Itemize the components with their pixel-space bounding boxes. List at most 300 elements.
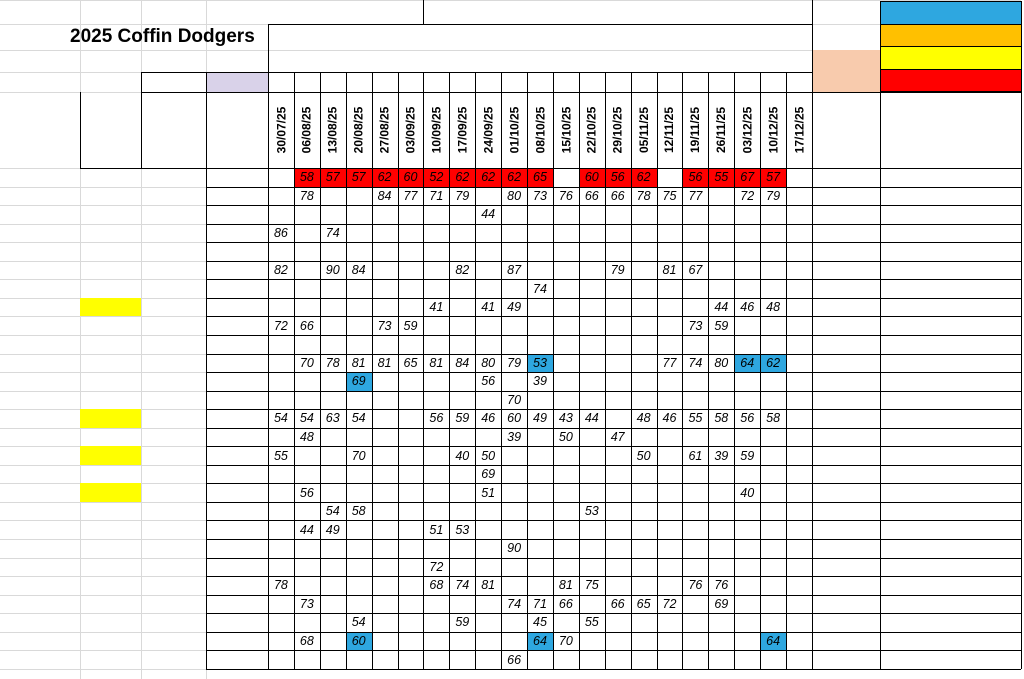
score-cell[interactable] xyxy=(320,391,346,410)
score-cell[interactable]: 39 xyxy=(714,448,729,463)
score-cell[interactable]: 40 xyxy=(740,485,755,500)
score-cell[interactable] xyxy=(346,576,372,595)
score-cell[interactable]: 76 xyxy=(688,578,703,593)
score-cell[interactable] xyxy=(527,205,553,224)
score-cell[interactable] xyxy=(708,372,734,391)
score-cell[interactable] xyxy=(553,613,579,632)
score-cell[interactable] xyxy=(708,205,734,224)
score-cell[interactable]: 50 xyxy=(558,429,573,444)
score-cell[interactable] xyxy=(475,187,501,206)
score-cell[interactable]: 53 xyxy=(584,504,599,519)
score-cell[interactable] xyxy=(760,520,786,539)
score-cell[interactable] xyxy=(708,483,734,502)
score-cell[interactable] xyxy=(320,205,346,224)
score-cell[interactable] xyxy=(346,391,372,410)
score-cell[interactable] xyxy=(734,279,760,298)
score-cell[interactable] xyxy=(449,316,475,335)
score-cell[interactable] xyxy=(631,558,657,577)
score-cell[interactable] xyxy=(682,502,708,521)
score-cell[interactable]: 65 xyxy=(527,168,553,187)
score-cell[interactable] xyxy=(423,446,449,465)
score-cell[interactable]: 74 xyxy=(325,225,340,240)
score-cell[interactable]: 66 xyxy=(584,188,599,203)
score-cell[interactable]: 81 xyxy=(558,578,573,593)
score-cell[interactable] xyxy=(760,261,786,280)
score-cell[interactable]: 57 xyxy=(320,168,346,187)
score-cell[interactable] xyxy=(760,242,786,261)
score-cell[interactable]: 44 xyxy=(714,300,729,315)
score-cell[interactable] xyxy=(423,242,449,261)
score-cell[interactable] xyxy=(527,483,553,502)
score-cell[interactable] xyxy=(657,279,683,298)
score-cell[interactable] xyxy=(631,224,657,243)
score-cell[interactable] xyxy=(372,428,398,447)
score-cell[interactable] xyxy=(760,558,786,577)
score-cell[interactable] xyxy=(682,298,708,317)
score-cell[interactable] xyxy=(682,224,708,243)
score-cell[interactable] xyxy=(320,483,346,502)
score-cell[interactable] xyxy=(372,558,398,577)
score-cell[interactable] xyxy=(449,558,475,577)
score-cell[interactable]: 64 xyxy=(527,632,553,651)
score-cell[interactable] xyxy=(372,409,398,428)
score-cell[interactable] xyxy=(294,576,320,595)
score-cell[interactable] xyxy=(372,224,398,243)
score-cell[interactable] xyxy=(786,650,812,669)
score-cell[interactable] xyxy=(320,187,346,206)
score-cell[interactable] xyxy=(449,502,475,521)
score-cell[interactable] xyxy=(579,391,605,410)
score-cell[interactable]: 84 xyxy=(377,188,392,203)
score-cell[interactable] xyxy=(786,483,812,502)
score-cell[interactable]: 67 xyxy=(734,168,760,187)
score-cell[interactable] xyxy=(268,242,294,261)
score-cell[interactable] xyxy=(320,595,346,614)
score-cell[interactable]: 78 xyxy=(325,355,340,370)
score-cell[interactable]: 76 xyxy=(558,188,573,203)
score-cell[interactable] xyxy=(320,613,346,632)
score-cell[interactable]: 69 xyxy=(346,372,372,391)
score-cell[interactable] xyxy=(786,595,812,614)
score-cell[interactable] xyxy=(268,539,294,558)
score-cell[interactable] xyxy=(423,483,449,502)
score-cell[interactable] xyxy=(501,279,527,298)
score-cell[interactable] xyxy=(398,428,424,447)
score-cell[interactable]: 43 xyxy=(558,411,573,426)
score-cell[interactable] xyxy=(527,391,553,410)
score-cell[interactable]: 59 xyxy=(740,448,755,463)
score-cell[interactable]: 61 xyxy=(688,448,703,463)
score-cell[interactable] xyxy=(320,576,346,595)
score-cell[interactable] xyxy=(423,316,449,335)
score-cell[interactable] xyxy=(553,520,579,539)
score-cell[interactable] xyxy=(294,205,320,224)
score-cell[interactable] xyxy=(346,520,372,539)
score-cell[interactable] xyxy=(786,539,812,558)
score-cell[interactable] xyxy=(605,520,631,539)
score-cell[interactable] xyxy=(786,242,812,261)
score-cell[interactable] xyxy=(657,558,683,577)
score-cell[interactable]: 74 xyxy=(533,281,547,296)
score-cell[interactable] xyxy=(449,242,475,261)
score-cell[interactable]: 77 xyxy=(662,355,677,370)
score-cell[interactable] xyxy=(268,465,294,484)
score-cell[interactable] xyxy=(786,187,812,206)
score-cell[interactable]: 45 xyxy=(533,615,547,630)
score-cell[interactable] xyxy=(631,613,657,632)
score-cell[interactable] xyxy=(320,335,346,354)
score-cell[interactable] xyxy=(501,613,527,632)
score-cell[interactable] xyxy=(682,335,708,354)
score-cell[interactable] xyxy=(553,224,579,243)
score-cell[interactable]: 75 xyxy=(662,188,677,203)
score-cell[interactable]: 66 xyxy=(610,188,625,203)
score-cell[interactable] xyxy=(631,502,657,521)
score-cell[interactable] xyxy=(398,224,424,243)
score-cell[interactable] xyxy=(553,446,579,465)
score-cell[interactable] xyxy=(372,483,398,502)
score-cell[interactable] xyxy=(682,595,708,614)
score-cell[interactable] xyxy=(734,316,760,335)
score-cell[interactable] xyxy=(786,279,812,298)
score-cell[interactable] xyxy=(527,316,553,335)
score-cell[interactable]: 56 xyxy=(605,168,631,187)
score-cell[interactable] xyxy=(605,205,631,224)
score-cell[interactable] xyxy=(501,316,527,335)
score-cell[interactable] xyxy=(605,298,631,317)
score-cell[interactable] xyxy=(760,335,786,354)
score-cell[interactable] xyxy=(527,242,553,261)
score-cell[interactable] xyxy=(372,298,398,317)
score-cell[interactable] xyxy=(553,279,579,298)
score-cell[interactable]: 68 xyxy=(429,578,444,593)
score-cell[interactable] xyxy=(786,520,812,539)
score-cell[interactable] xyxy=(268,372,294,391)
score-cell[interactable] xyxy=(734,576,760,595)
score-cell[interactable] xyxy=(449,539,475,558)
score-cell[interactable] xyxy=(786,465,812,484)
score-cell[interactable]: 80 xyxy=(507,188,522,203)
score-cell[interactable] xyxy=(786,558,812,577)
score-cell[interactable] xyxy=(346,650,372,669)
score-cell[interactable] xyxy=(268,205,294,224)
score-cell[interactable]: 59 xyxy=(403,318,418,333)
score-cell[interactable] xyxy=(449,335,475,354)
score-cell[interactable] xyxy=(657,520,683,539)
score-cell[interactable] xyxy=(294,372,320,391)
score-cell[interactable]: 40 xyxy=(455,448,470,463)
score-cell[interactable] xyxy=(553,483,579,502)
score-cell[interactable] xyxy=(682,483,708,502)
score-cell[interactable] xyxy=(501,242,527,261)
score-cell[interactable] xyxy=(786,261,812,280)
score-cell[interactable]: 78 xyxy=(273,578,288,593)
score-cell[interactable] xyxy=(786,298,812,317)
score-cell[interactable] xyxy=(657,224,683,243)
score-cell[interactable]: 72 xyxy=(662,596,677,611)
score-cell[interactable]: 58 xyxy=(294,168,320,187)
score-cell[interactable] xyxy=(449,298,475,317)
score-cell[interactable] xyxy=(346,279,372,298)
score-cell[interactable] xyxy=(708,632,734,651)
score-cell[interactable]: 60 xyxy=(579,168,605,187)
score-cell[interactable] xyxy=(682,613,708,632)
score-cell[interactable] xyxy=(657,576,683,595)
score-cell[interactable]: 77 xyxy=(403,188,418,203)
score-cell[interactable] xyxy=(398,205,424,224)
score-cell[interactable] xyxy=(268,298,294,317)
score-cell[interactable] xyxy=(605,465,631,484)
score-cell[interactable] xyxy=(760,650,786,669)
score-cell[interactable] xyxy=(579,446,605,465)
score-cell[interactable] xyxy=(786,502,812,521)
score-cell[interactable] xyxy=(708,242,734,261)
score-cell[interactable] xyxy=(398,335,424,354)
score-cell[interactable]: 73 xyxy=(688,318,703,333)
score-cell[interactable]: 69 xyxy=(481,467,496,482)
score-cell[interactable] xyxy=(682,372,708,391)
score-cell[interactable]: 71 xyxy=(429,188,444,203)
score-cell[interactable] xyxy=(657,632,683,651)
score-cell[interactable] xyxy=(786,409,812,428)
score-cell[interactable] xyxy=(631,576,657,595)
score-cell[interactable] xyxy=(605,335,631,354)
score-cell[interactable]: 62 xyxy=(449,168,475,187)
score-cell[interactable]: 56 xyxy=(429,411,444,426)
score-cell[interactable] xyxy=(631,632,657,651)
score-cell[interactable]: 73 xyxy=(377,318,392,333)
score-cell[interactable] xyxy=(501,502,527,521)
score-cell[interactable] xyxy=(553,372,579,391)
score-cell[interactable] xyxy=(708,465,734,484)
score-cell[interactable]: 54 xyxy=(351,615,366,630)
score-cell[interactable]: 51 xyxy=(481,485,496,500)
score-cell[interactable] xyxy=(579,539,605,558)
score-cell[interactable] xyxy=(372,632,398,651)
score-cell[interactable] xyxy=(423,613,449,632)
score-cell[interactable] xyxy=(372,261,398,280)
score-cell[interactable] xyxy=(682,279,708,298)
score-cell[interactable] xyxy=(760,576,786,595)
score-cell[interactable] xyxy=(708,650,734,669)
score-cell[interactable] xyxy=(579,279,605,298)
score-cell[interactable] xyxy=(682,205,708,224)
score-cell[interactable] xyxy=(423,335,449,354)
score-cell[interactable] xyxy=(372,520,398,539)
score-cell[interactable] xyxy=(423,224,449,243)
score-cell[interactable]: 49 xyxy=(507,300,522,315)
score-cell[interactable]: 57 xyxy=(346,168,372,187)
score-cell[interactable] xyxy=(553,205,579,224)
score-cell[interactable]: 56 xyxy=(481,374,496,389)
score-cell[interactable]: 66 xyxy=(610,596,625,611)
score-cell[interactable]: 80 xyxy=(714,355,729,370)
score-cell[interactable] xyxy=(786,613,812,632)
score-cell[interactable] xyxy=(553,335,579,354)
score-cell[interactable]: 57 xyxy=(760,168,786,187)
score-cell[interactable] xyxy=(631,279,657,298)
score-cell[interactable] xyxy=(449,483,475,502)
score-cell[interactable] xyxy=(605,539,631,558)
score-cell[interactable] xyxy=(346,428,372,447)
score-cell[interactable] xyxy=(527,298,553,317)
score-cell[interactable] xyxy=(760,446,786,465)
score-cell[interactable]: 79 xyxy=(455,188,470,203)
score-cell[interactable] xyxy=(346,242,372,261)
score-cell[interactable] xyxy=(449,224,475,243)
score-cell[interactable]: 66 xyxy=(299,318,314,333)
score-cell[interactable] xyxy=(423,428,449,447)
score-cell[interactable]: 63 xyxy=(325,411,340,426)
score-cell[interactable] xyxy=(708,261,734,280)
score-cell[interactable]: 78 xyxy=(636,188,651,203)
score-cell[interactable] xyxy=(657,316,683,335)
score-cell[interactable] xyxy=(786,316,812,335)
score-cell[interactable] xyxy=(527,558,553,577)
score-cell[interactable] xyxy=(475,613,501,632)
score-cell[interactable]: 70 xyxy=(351,448,366,463)
score-cell[interactable] xyxy=(398,595,424,614)
score-cell[interactable] xyxy=(760,224,786,243)
score-cell[interactable] xyxy=(372,242,398,261)
score-cell[interactable]: 62 xyxy=(372,168,398,187)
score-cell[interactable] xyxy=(320,279,346,298)
score-cell[interactable] xyxy=(346,316,372,335)
score-cell[interactable] xyxy=(605,224,631,243)
score-cell[interactable] xyxy=(605,391,631,410)
score-cell[interactable] xyxy=(579,354,605,373)
score-cell[interactable] xyxy=(372,595,398,614)
score-cell[interactable] xyxy=(475,539,501,558)
score-cell[interactable]: 62 xyxy=(631,168,657,187)
score-cell[interactable] xyxy=(449,595,475,614)
score-cell[interactable] xyxy=(294,465,320,484)
score-cell[interactable] xyxy=(786,576,812,595)
score-cell[interactable] xyxy=(346,224,372,243)
score-cell[interactable] xyxy=(475,650,501,669)
score-cell[interactable] xyxy=(605,279,631,298)
score-cell[interactable] xyxy=(372,335,398,354)
score-cell[interactable] xyxy=(346,298,372,317)
score-cell[interactable] xyxy=(682,242,708,261)
score-cell[interactable] xyxy=(372,502,398,521)
score-cell[interactable]: 84 xyxy=(351,263,366,278)
score-cell[interactable]: 74 xyxy=(507,596,522,611)
score-cell[interactable] xyxy=(682,539,708,558)
score-cell[interactable] xyxy=(398,372,424,391)
score-cell[interactable] xyxy=(527,576,553,595)
score-cell[interactable] xyxy=(760,613,786,632)
score-cell[interactable]: 90 xyxy=(507,541,522,556)
score-cell[interactable] xyxy=(605,502,631,521)
score-cell[interactable]: 44 xyxy=(584,411,599,426)
score-cell[interactable] xyxy=(475,520,501,539)
score-cell[interactable] xyxy=(682,465,708,484)
score-cell[interactable]: 90 xyxy=(325,263,340,278)
score-cell[interactable]: 60 xyxy=(398,168,424,187)
score-cell[interactable] xyxy=(527,650,553,669)
score-cell[interactable] xyxy=(579,483,605,502)
score-cell[interactable] xyxy=(346,335,372,354)
score-cell[interactable] xyxy=(320,650,346,669)
score-cell[interactable]: 60 xyxy=(507,411,522,426)
score-cell[interactable] xyxy=(398,558,424,577)
score-cell[interactable] xyxy=(501,224,527,243)
score-cell[interactable] xyxy=(579,632,605,651)
score-cell[interactable]: 79 xyxy=(766,188,781,203)
score-cell[interactable] xyxy=(475,502,501,521)
score-cell[interactable]: 54 xyxy=(273,411,288,426)
score-cell[interactable] xyxy=(268,650,294,669)
score-cell[interactable]: 53 xyxy=(527,354,553,373)
score-cell[interactable] xyxy=(734,335,760,354)
score-cell[interactable] xyxy=(760,428,786,447)
score-cell[interactable] xyxy=(760,205,786,224)
score-cell[interactable]: 79 xyxy=(610,263,625,278)
score-cell[interactable]: 81 xyxy=(481,578,496,593)
score-cell[interactable] xyxy=(708,187,734,206)
score-cell[interactable] xyxy=(734,242,760,261)
score-cell[interactable] xyxy=(346,539,372,558)
score-cell[interactable] xyxy=(786,632,812,651)
score-cell[interactable] xyxy=(708,558,734,577)
score-cell[interactable] xyxy=(734,520,760,539)
score-cell[interactable] xyxy=(631,354,657,373)
score-cell[interactable]: 46 xyxy=(662,411,677,426)
score-cell[interactable] xyxy=(475,391,501,410)
score-cell[interactable] xyxy=(579,428,605,447)
score-cell[interactable]: 48 xyxy=(299,429,314,444)
score-cell[interactable] xyxy=(579,316,605,335)
score-cell[interactable] xyxy=(398,502,424,521)
score-cell[interactable] xyxy=(398,520,424,539)
score-cell[interactable] xyxy=(449,650,475,669)
score-cell[interactable] xyxy=(346,205,372,224)
score-cell[interactable] xyxy=(734,224,760,243)
score-cell[interactable] xyxy=(294,261,320,280)
score-cell[interactable] xyxy=(294,502,320,521)
score-cell[interactable]: 72 xyxy=(740,188,755,203)
score-cell[interactable] xyxy=(501,632,527,651)
score-cell[interactable] xyxy=(682,520,708,539)
score-cell[interactable] xyxy=(398,261,424,280)
score-cell[interactable] xyxy=(786,428,812,447)
score-cell[interactable]: 62 xyxy=(475,168,501,187)
score-cell[interactable] xyxy=(294,298,320,317)
score-cell[interactable]: 50 xyxy=(481,448,496,463)
score-cell[interactable] xyxy=(657,539,683,558)
score-cell[interactable]: 70 xyxy=(507,392,522,407)
score-cell[interactable] xyxy=(579,224,605,243)
score-cell[interactable] xyxy=(294,279,320,298)
score-cell[interactable] xyxy=(605,558,631,577)
score-cell[interactable] xyxy=(398,409,424,428)
score-cell[interactable]: 41 xyxy=(429,300,444,315)
score-cell[interactable]: 81 xyxy=(377,355,392,370)
score-cell[interactable]: 59 xyxy=(455,411,470,426)
score-cell[interactable] xyxy=(527,465,553,484)
score-cell[interactable] xyxy=(579,372,605,391)
score-cell[interactable] xyxy=(682,650,708,669)
score-cell[interactable] xyxy=(346,558,372,577)
score-cell[interactable] xyxy=(346,187,372,206)
score-cell[interactable]: 68 xyxy=(299,634,314,649)
score-cell[interactable] xyxy=(734,391,760,410)
score-cell[interactable] xyxy=(657,483,683,502)
score-cell[interactable] xyxy=(579,520,605,539)
score-cell[interactable] xyxy=(527,261,553,280)
score-cell[interactable]: 52 xyxy=(423,168,449,187)
